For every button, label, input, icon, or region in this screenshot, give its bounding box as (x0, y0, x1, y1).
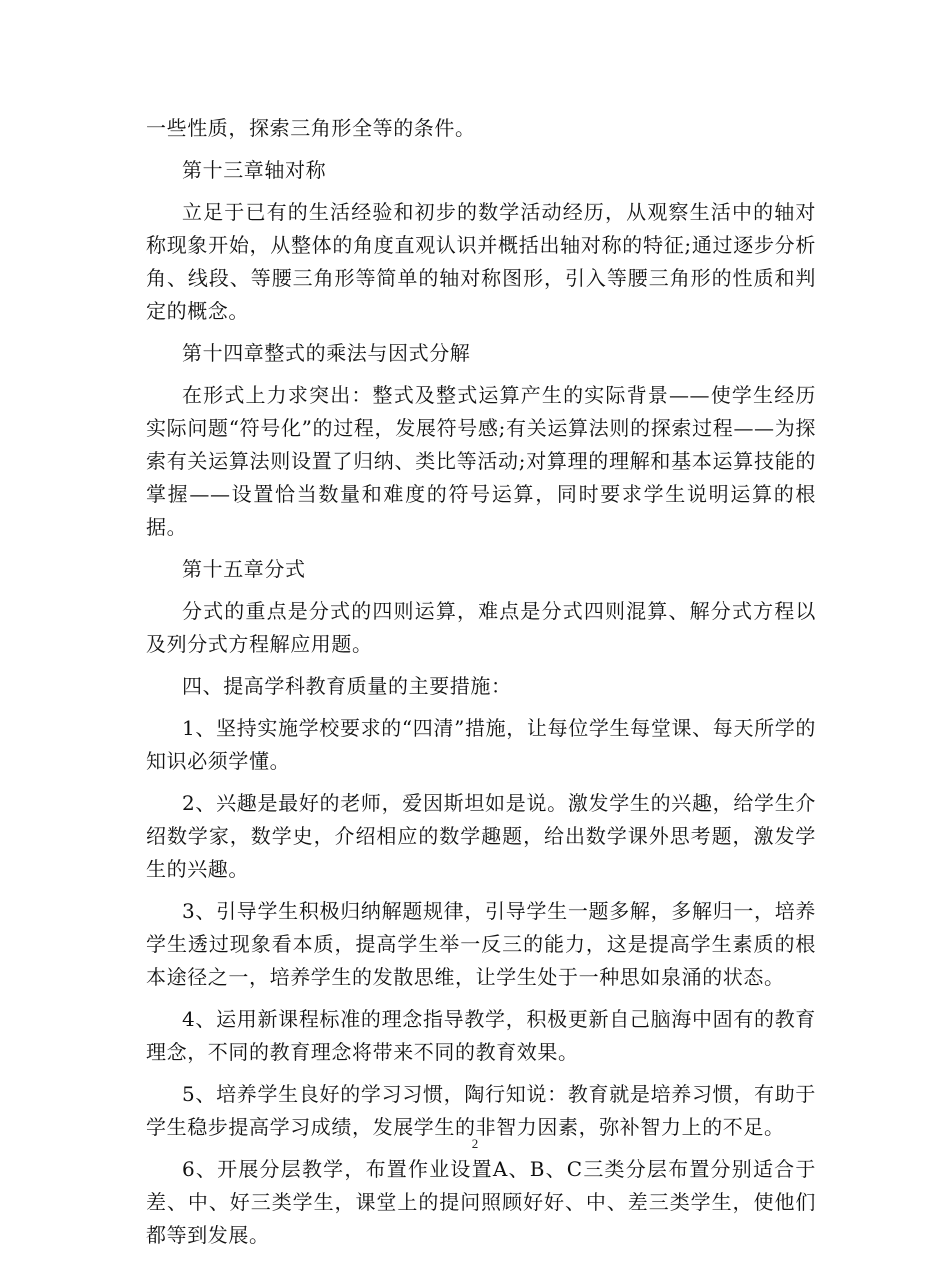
chapter-heading: 第十三章轴对称 (182, 158, 327, 182)
list-item: 3、引导学生积极归纳解题规律，引导学生一题多解，多解归一，培养学生透过现象看本质，提高学生举一反三的能力，这是提高学生素质的根本途径之一，培养学生的发散思维，让学生处于一种思如泉涌的状态。 (146, 899, 816, 989)
paragraph: 一些性质，探索三角形全等的条件。 (146, 116, 476, 140)
list-item: 4、运用新课程标准的理念指导教学，积极更新自己脑海中固有的教育理念，不同的教育理念将带来不同的教育效果。 (146, 1007, 816, 1064)
section-heading: 四、提高学科教育质量的主要措施： (182, 674, 512, 698)
list-item: 2、兴趣是最好的老师，爱因斯坦如是说。激发学生的兴趣，给学生介绍数学家，数学史，介绍相应的数学趣题，给出数学课外思考题，激发学生的兴趣。 (146, 791, 816, 881)
list-item: 6、开展分层教学，布置作业设置A、B、C三类分层布置分别适合于差、中、好三类学生，课堂上的提问照顾好好、中、差三类学生，使他们都等到发展。 (146, 1157, 816, 1247)
page-number: 2 (471, 1136, 479, 1151)
paragraph: 分式的重点是分式的四则运算，难点是分式四则混算、解分式方程以及列分式方程解应用题。 (146, 599, 816, 656)
chapter-heading: 第十四章整式的乘法与因式分解 (182, 341, 471, 365)
document-body (146, 112, 816, 1261)
list-item: 1、坚持实施学校要求的“四清”措施，让每位学生每堂课、每天所学的知识必须学懂。 (146, 716, 816, 773)
list-item: 5、培养学生良好的学习习惯，陶行知说：教育就是培养习惯，有助于学生稳步提高学习成绩，发展学生的非智力因素，弥补智力上的不足。 (146, 1082, 816, 1139)
paragraph: 在形式上力求突出：整式及整式运算产生的实际背景——使学生经历实际问题“符号化”的过程，发展符号感;有关运算法则的探索过程——为探索有关运算法则设置了归纳、类比等活动;对算理的理解和基本运算技能的掌握——设置恰当数量和难度的符号运算，同时要求学生说明运算的根据。 (146, 383, 816, 539)
paragraph: 立足于已有的生活经验和初步的数学活动经历，从观察生活中的轴对称现象开始，从整体的角度直观认识并概括出轴对称的特征;通过逐步分析角、线段、等腰三角形等简单的轴对称图形，引入等腰三角形的性质和判定的概念。 (146, 200, 816, 323)
chapter-heading: 第十五章分式 (182, 557, 306, 581)
